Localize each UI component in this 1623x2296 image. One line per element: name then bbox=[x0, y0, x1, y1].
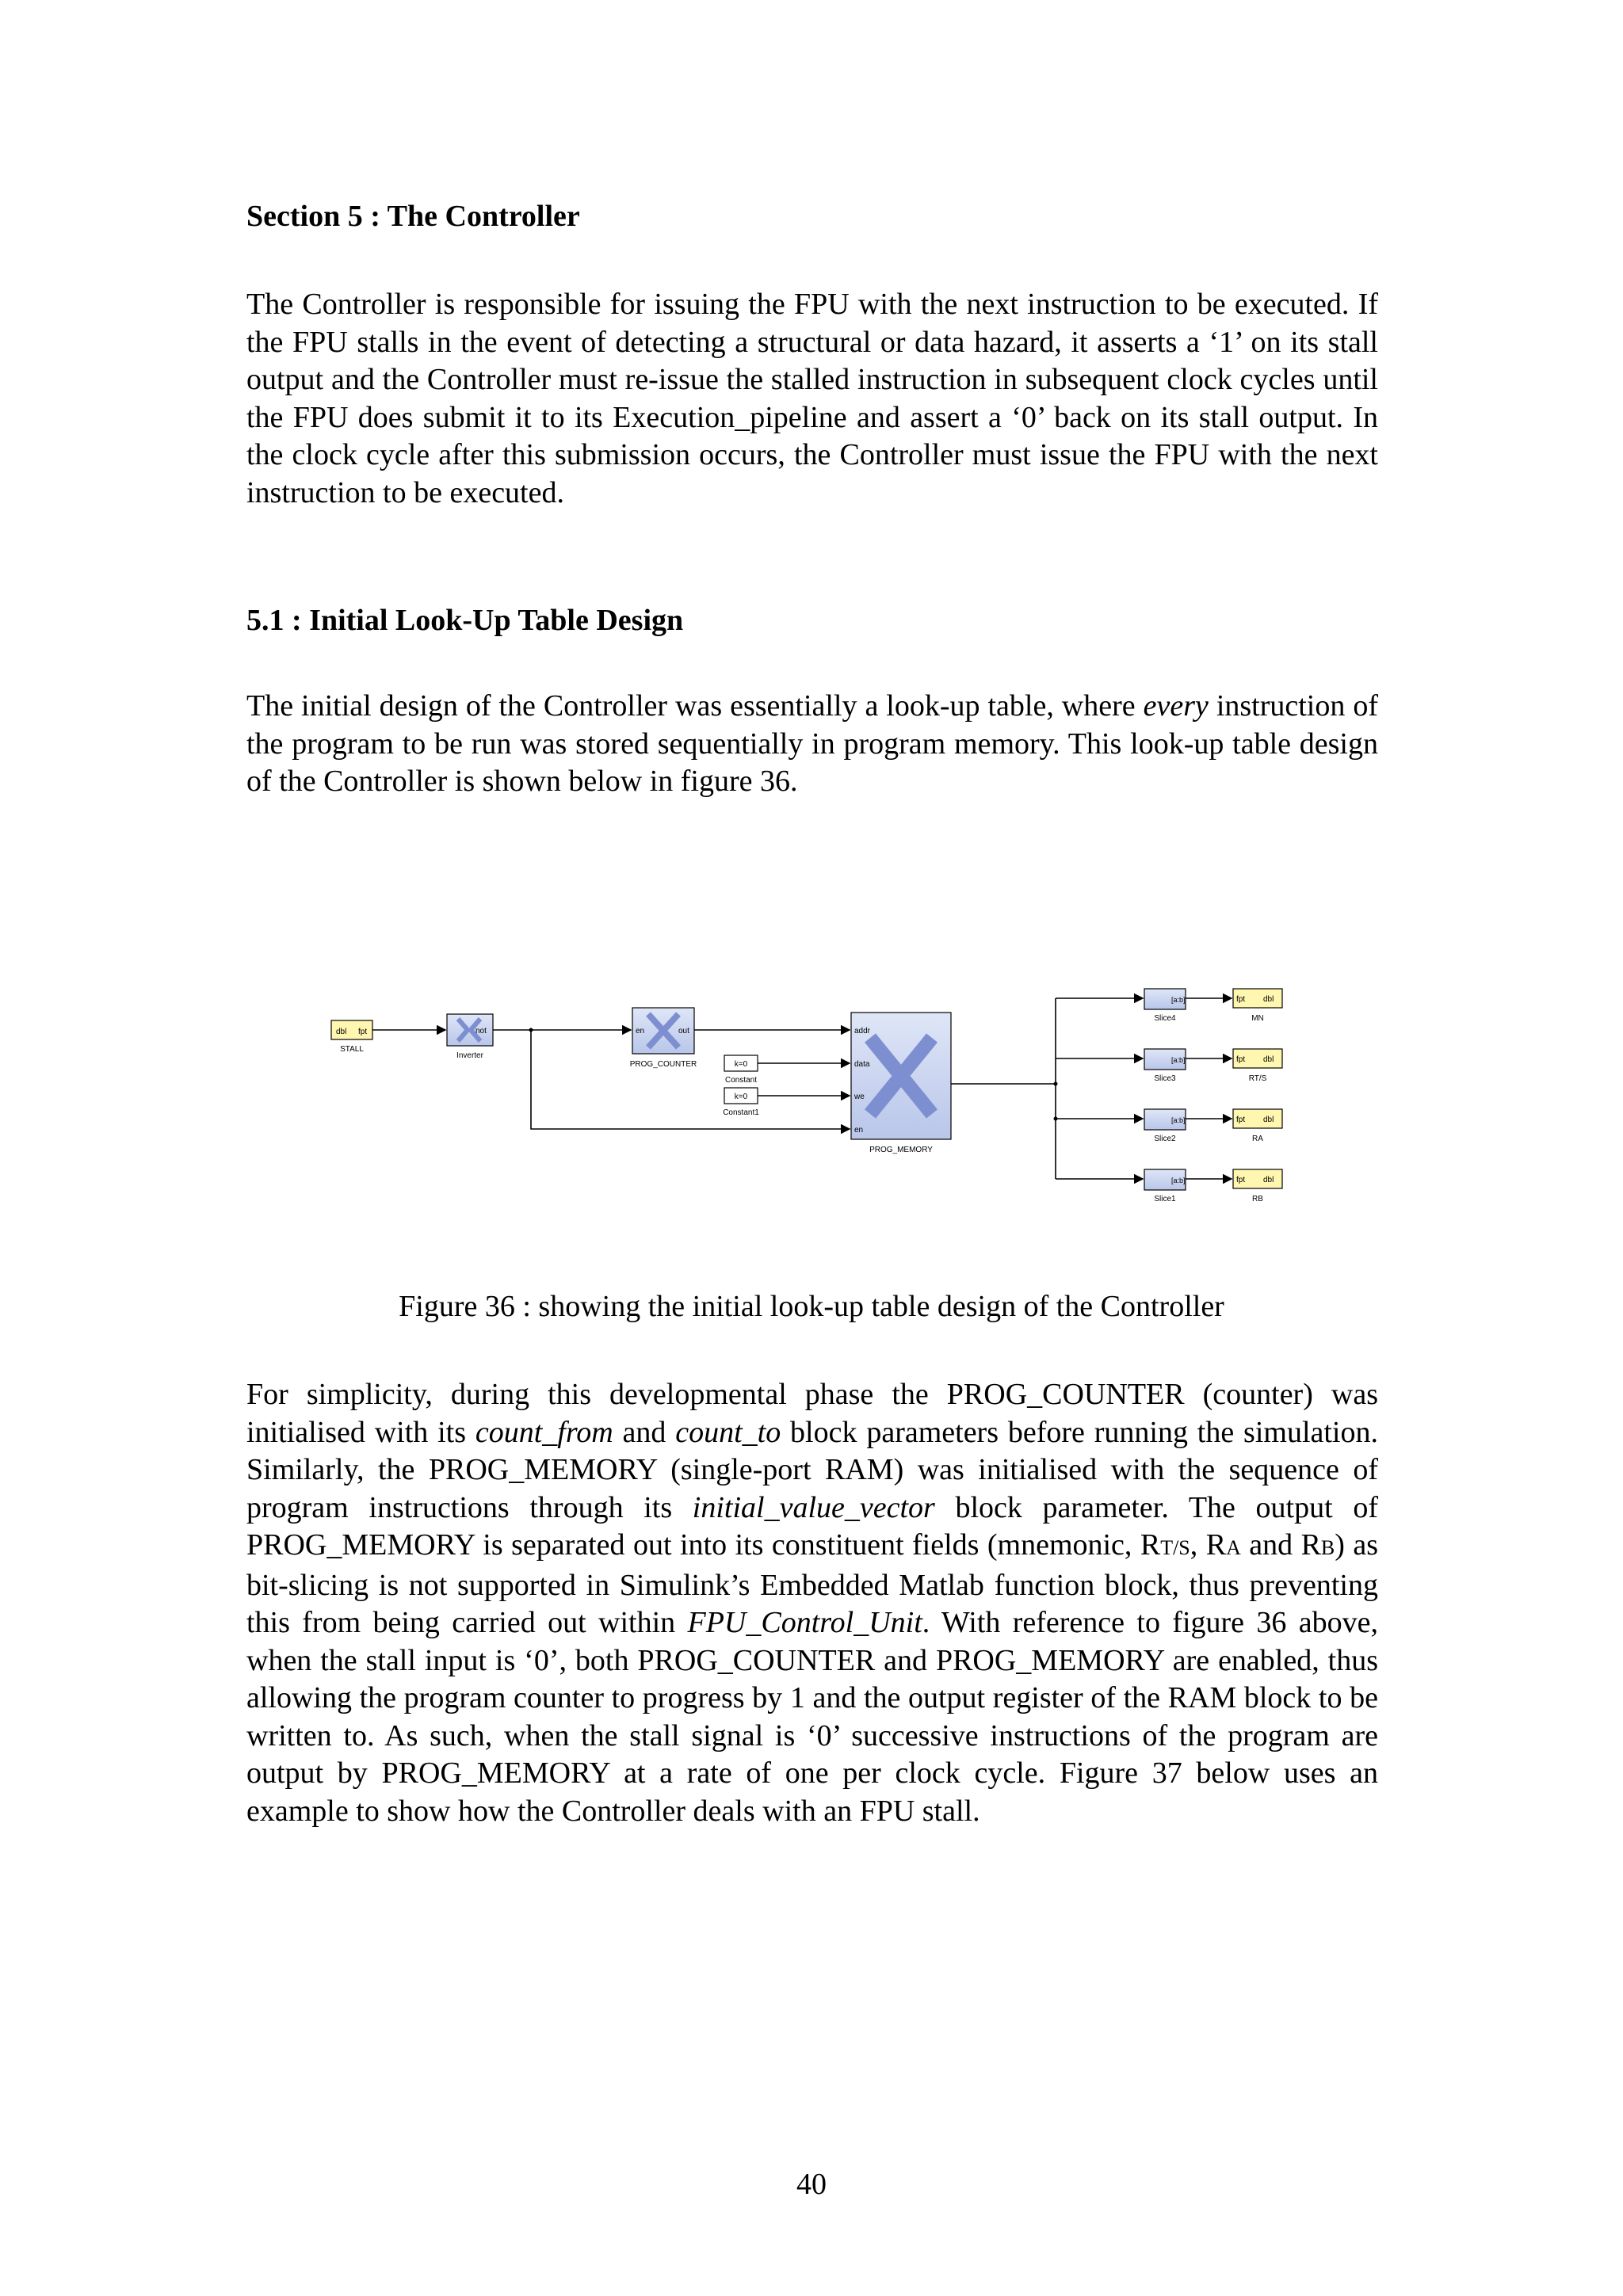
output-rb bbox=[1233, 1169, 1282, 1203]
constant-value: k=0 bbox=[734, 1060, 748, 1069]
emphasis-count-to: count_to bbox=[675, 1415, 781, 1449]
stall-label: STALL bbox=[340, 1045, 364, 1054]
emphasis-count-from: count_from bbox=[475, 1415, 613, 1449]
gateway-out-label: dbl bbox=[1263, 1176, 1274, 1184]
constant-label: Constant bbox=[724, 1076, 758, 1085]
slice4-block bbox=[1144, 989, 1186, 1023]
gateway-in-label: fpt bbox=[1236, 1055, 1246, 1064]
output-mn bbox=[1233, 989, 1282, 1023]
gateway-out-label: dbl bbox=[1263, 995, 1274, 1004]
constant-block bbox=[724, 1055, 758, 1085]
constant1-block bbox=[723, 1088, 759, 1117]
slice-text: [a:b] bbox=[1171, 1177, 1186, 1184]
slice2-block bbox=[1144, 1109, 1186, 1143]
junction-dots bbox=[529, 1028, 1058, 1121]
explanation-paragraph bbox=[246, 1376, 1378, 1830]
text-run: ) as bit-slicing is not supported in Simulink’s Embedded Matlab function block, thus preventing this from being carried out within bbox=[246, 1528, 1379, 1639]
figure-caption: Figure 36 : showing the initial look-up table design of the Controller bbox=[399, 1290, 1224, 1323]
constant1-label: Constant1 bbox=[723, 1108, 759, 1117]
counter-out-label: out bbox=[678, 1027, 689, 1035]
text-run: instruction of the program to be run was stored sequentially in program memory. This look-up table design of the Controller is shown below in figure 36. bbox=[246, 689, 1378, 798]
section-title: Section 5 : The Controller bbox=[246, 200, 580, 233]
slice-label: Slice1 bbox=[1154, 1195, 1176, 1203]
text-run: . With reference to figure 36 above, when the stall input is ‘0’, both PROG_COUNTER and PROG_MEMORY are enabled, thus allowing the program counter to progress by 1 and the output register of the RAM block to be written to. As such, when the stall signal is ‘0’ successive instructions of the program are output by PROG_MEMORY at a rate of one per clock cycle. Figure 37 below uses an example to show how the Controller deals with an FPU stall. bbox=[246, 1606, 1378, 1828]
gateway-in-label: fpt bbox=[1236, 995, 1246, 1004]
prog-memory-block bbox=[851, 1013, 951, 1154]
controller-diagram bbox=[309, 967, 1316, 1220]
text-run: block parameters before running the simulation. Similarly, the PROG_MEMORY (single-port RAM) was initialised with the sequence of program instructions through its bbox=[246, 1415, 1378, 1524]
slice-label: Slice2 bbox=[1154, 1135, 1176, 1143]
text-run: For simplicity, during this developmental phase the PROG_COUNTER (counter) was initialised with its bbox=[246, 1378, 1378, 1449]
slice-label: Slice3 bbox=[1154, 1074, 1176, 1083]
slice-text: [a:b] bbox=[1171, 996, 1186, 1004]
output-ra bbox=[1233, 1109, 1282, 1143]
emphasis-every: every bbox=[1143, 689, 1209, 723]
output-label: RB bbox=[1252, 1195, 1263, 1203]
gateway-in-label: fpt bbox=[1236, 1176, 1246, 1184]
memory-port-data: data bbox=[854, 1060, 870, 1069]
inverter-label: Inverter bbox=[456, 1051, 483, 1060]
emphasis-fpu-control-unit: FPU_Control_Unit bbox=[687, 1606, 922, 1639]
memory-port-en: en bbox=[854, 1126, 864, 1135]
page-number: 40 bbox=[796, 2168, 827, 2201]
text-run: , R bbox=[1190, 1528, 1227, 1562]
small-caps-b: B bbox=[1320, 1536, 1335, 1559]
memory-port-addr: addr bbox=[854, 1027, 871, 1035]
output-label: RT/S bbox=[1248, 1074, 1267, 1083]
slice-label: Slice4 bbox=[1154, 1014, 1176, 1023]
prog-counter-block bbox=[630, 1008, 697, 1069]
inverter-block bbox=[447, 1014, 493, 1060]
output-label: RA bbox=[1252, 1135, 1263, 1143]
gateway-in-label: dbl bbox=[336, 1028, 347, 1036]
text-run: block parameter. The output of PROG_MEMORY is separated out into its constituent fields (mnemonic, R bbox=[246, 1490, 1378, 1562]
slice1-block bbox=[1144, 1169, 1186, 1203]
small-caps-ts: T/S bbox=[1160, 1536, 1190, 1559]
emphasis-initial-value-vector: initial_value_vector bbox=[692, 1490, 935, 1524]
subsection-title: 5.1 : Initial Look-Up Table Design bbox=[246, 604, 684, 637]
small-caps-a: A bbox=[1226, 1536, 1241, 1559]
memory-port-we: we bbox=[854, 1093, 865, 1101]
constant1-value: k=0 bbox=[734, 1093, 748, 1101]
memory-label: PROG_MEMORY bbox=[869, 1146, 933, 1154]
signal-wires bbox=[372, 998, 1232, 1179]
gateway-out-label: fpt bbox=[358, 1028, 368, 1036]
intro-paragraph: The Controller is responsible for issuing the FPU with the next instruction to be executed. If the FPU stalls in the event of detecting a structural or data hazard, it asserts a ‘1’ on its stall output and the Controller must re-issue the stalled instruction in subsequent clock cycles until the FPU does submit it to its Execution_pipeline and assert a ‘0’ back on its stall output. In the clock cycle after this submission occurs, the Controller must issue the FPU with the next instruction to be executed. bbox=[246, 288, 1378, 509]
text-run: and R bbox=[1240, 1528, 1321, 1562]
text-run: The initial design of the Controller was essentially a look-up table, where bbox=[246, 689, 1144, 723]
slice-text: [a:b] bbox=[1171, 1116, 1186, 1124]
stall-gateway bbox=[331, 1020, 372, 1054]
gateway-out-label: dbl bbox=[1263, 1055, 1274, 1064]
output-label: MN bbox=[1251, 1014, 1264, 1023]
counter-label: PROG_COUNTER bbox=[629, 1060, 697, 1069]
slice3-block bbox=[1144, 1049, 1186, 1083]
slice-text: [a:b] bbox=[1171, 1056, 1186, 1064]
counter-in-label: en bbox=[636, 1027, 645, 1035]
gateway-in-label: fpt bbox=[1236, 1116, 1246, 1124]
lookup-table-paragraph bbox=[246, 688, 1378, 801]
output-rts bbox=[1233, 1049, 1282, 1083]
gateway-out-label: dbl bbox=[1263, 1116, 1274, 1124]
inverter-port-label: not bbox=[475, 1027, 487, 1035]
text-run: and bbox=[613, 1415, 676, 1449]
